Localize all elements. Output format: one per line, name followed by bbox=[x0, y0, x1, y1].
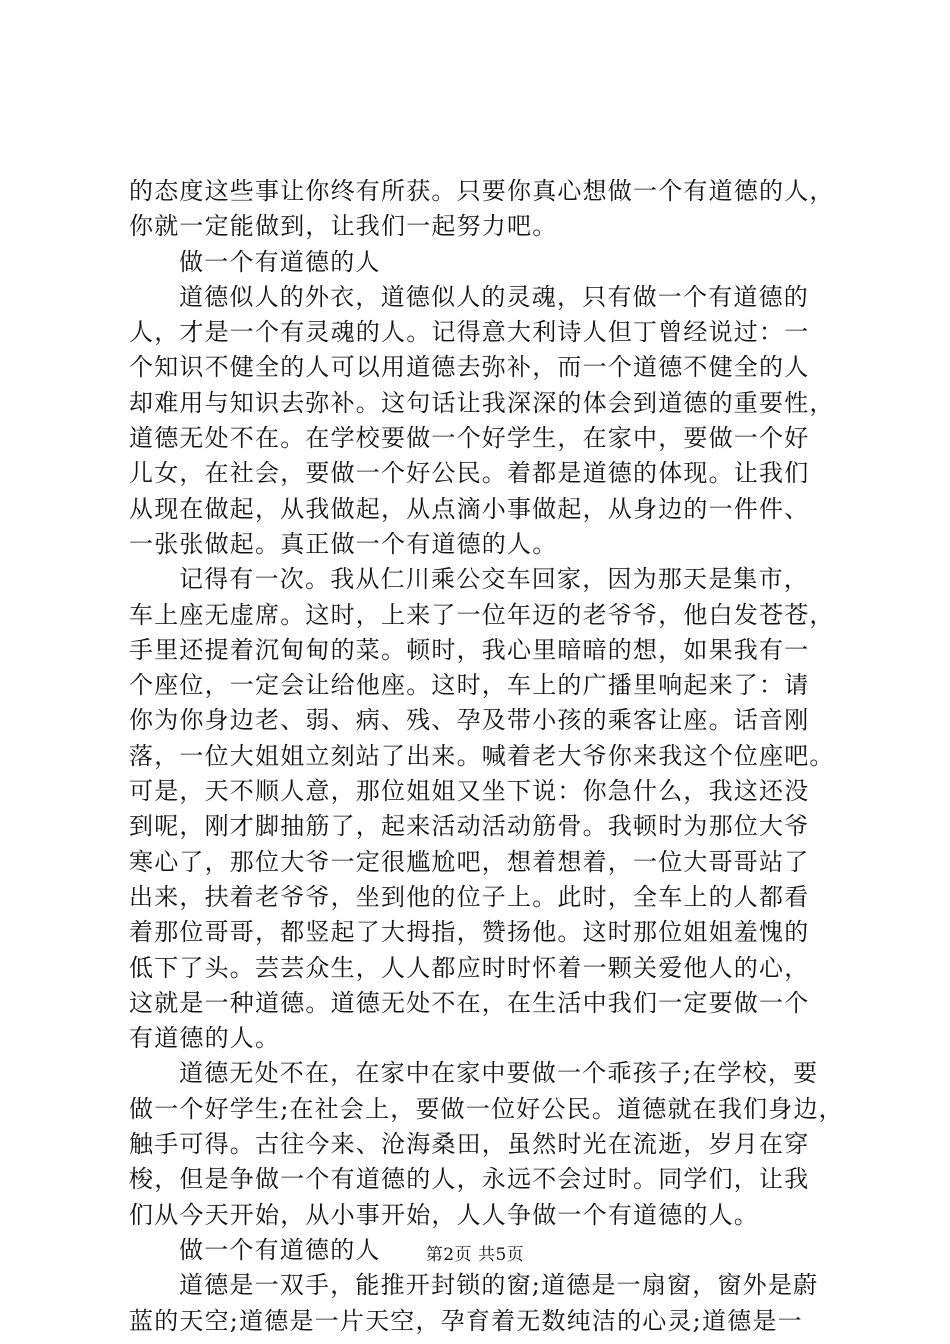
text-line: 手里还提着沉甸甸的菜。顿时，我心里暗暗的想，如果我有一 bbox=[129, 635, 810, 664]
text-line: 落，一位大姐姐立刻站了出来。喊着老大爷你来我这个位座吧。 bbox=[129, 741, 835, 770]
text-line: 蓝的天空;道德是一片天空，孕育着无数纯洁的心灵;道德是一 bbox=[129, 1306, 803, 1335]
text-line: 到呢，刚才脚抽筋了，起来活动活动筋骨。我顿时为那位大爷 bbox=[129, 812, 810, 841]
text-line: 个知识不健全的人可以用道德去弥补，而一个道德不健全的人 bbox=[129, 353, 810, 382]
document-body bbox=[129, 174, 844, 1339]
text-line: 们从今天开始，从小事开始，人人争做一个有道德的人。 bbox=[129, 1200, 759, 1229]
text-line: 低下了头。芸芸众生，人人都应时时怀着一颗关爱他人的心， bbox=[129, 953, 810, 982]
text-line: 有道德的人。 bbox=[129, 1024, 281, 1053]
text-line: 着那位哥哥，都竖起了大拇指，赞扬他。这时那位姐姐羞愧的 bbox=[129, 918, 810, 947]
text-line: 却难用与知识去弥补。这句话让我深深的体会到道德的重要性， bbox=[129, 388, 835, 417]
text-line: 可是，天不顺人意，那位姐姐又坐下说：你急什么，我这还没 bbox=[129, 777, 810, 806]
text-line: 做一个好学生;在社会上，要做一位好公民。道德就在我们身边， bbox=[129, 1094, 844, 1123]
page-footer: 第2页 共5页 bbox=[425, 1245, 525, 1265]
text-line: 道德似人的外衣，道德似人的灵魂，只有做一个有道德的 bbox=[179, 282, 809, 311]
text-line: 触手可得。古往今来、沧海桑田，虽然时光在流逝，岁月在穿 bbox=[129, 1130, 810, 1159]
text-line: 这就是一种道德。道德无处不在，在生活中我们一定要做一个 bbox=[129, 988, 810, 1017]
text-line: 从现在做起，从我做起，从点滴小事做起，从身边的一件件、 bbox=[129, 494, 810, 523]
text-line: 车上座无虚席。这时，上来了一位年迈的老爷爷，他白发苍苍， bbox=[129, 600, 835, 629]
text-line: 做一个有道德的人 bbox=[179, 1235, 381, 1264]
text-line: 寒心了，那位大爷一定很尴尬吧，想着想着，一位大哥哥站了 bbox=[129, 847, 810, 876]
text-line: 记得有一次。我从仁川乘公交车回家，因为那天是集市， bbox=[179, 565, 809, 594]
text-line: 个座位，一定会让给他座。这时，车上的广播里响起来了：请 bbox=[129, 671, 810, 700]
text-line: 的态度这些事让你终有所获。只要你真心想做一个有道德的人， bbox=[129, 177, 835, 205]
text-line: 你就一定能做到，让我们一起努力吧。 bbox=[129, 212, 558, 241]
text-line: 出来，扶着老爷爷，坐到他的位子上。此时，全车上的人都看 bbox=[129, 882, 810, 911]
text-line: 道德是一双手，能推开封锁的窗;道德是一扇窗，窗外是蔚 bbox=[179, 1271, 819, 1300]
text-line: 道德无处不在，在家中在家中要做一个乖孩子;在学校，要 bbox=[179, 1059, 819, 1088]
text-line: 儿女，在社会，要做一个好公民。着都是道德的体现。让我们 bbox=[129, 459, 810, 488]
text-line: 做一个有道德的人 bbox=[179, 247, 381, 276]
text-line: 你为你身边老、弱、病、残、孕及带小孩的乘客让座。话音刚 bbox=[129, 706, 810, 735]
text-line: 人，才是一个有灵魂的人。记得意大利诗人但丁曾经说过：一 bbox=[129, 318, 810, 347]
text-line: 道德无处不在。在学校要做一个好学生，在家中，要做一个好 bbox=[129, 424, 810, 453]
text-line: 梭，但是争做一个有道德的人，永远不会过时。同学们，让我 bbox=[129, 1165, 810, 1194]
text-line: 一张张做起。真正做一个有道德的人。 bbox=[129, 529, 558, 558]
